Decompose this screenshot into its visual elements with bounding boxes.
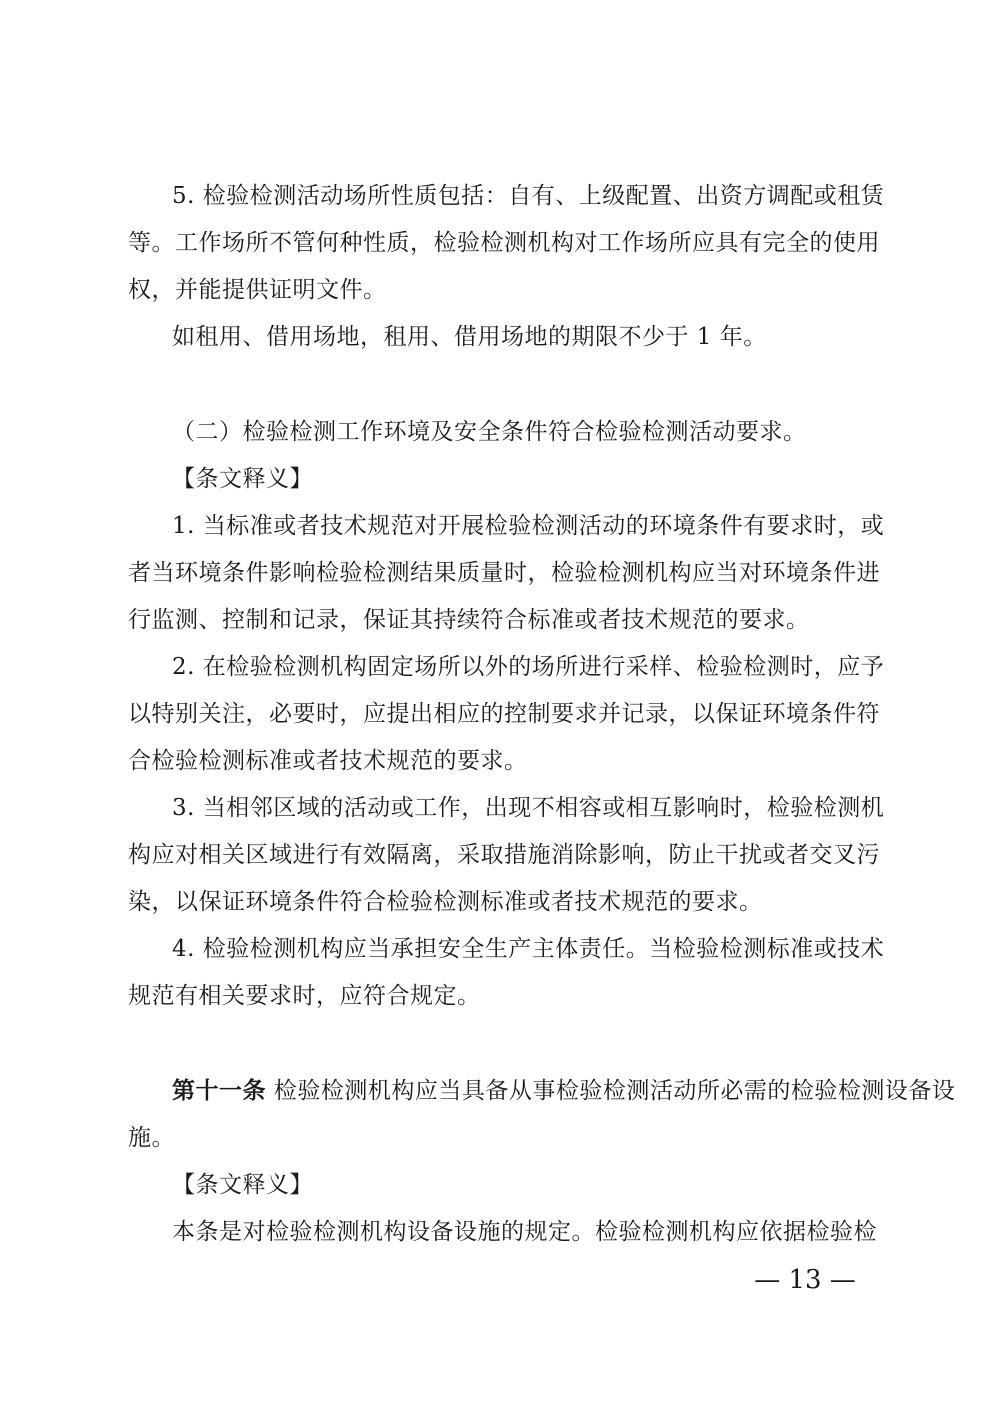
item5-line3: 权，并能提供证明文件。 (128, 277, 387, 303)
s2-item1-line2: 者当环境条件影响检验检测结果质量时，检验检测机构应当对环境条件进 (128, 560, 880, 586)
s2-item3-line2: 构应对相关区域进行有效隔离，采取措施消除影响，防止干扰或者交叉污 (128, 842, 880, 868)
s2-item1-line1: 1. 当标准或者技术规范对开展检验检测活动的环境条件有要求时，或 (172, 513, 885, 539)
article11-line1 (172, 1076, 956, 1106)
s2-item3-line1: 3. 当相邻区域的活动或工作，出现不相容或相互影响时，检验检测机 (172, 795, 885, 821)
s2-item2-line3: 合检验检测标准或者技术规范的要求。 (128, 748, 528, 774)
article11-line1-text: 检验检测机构应当具备从事检验检测活动所必需的检验检测设备设 (273, 1078, 956, 1104)
s2-item4-line2: 规范有相关要求时，应符合规定。 (128, 983, 481, 1009)
article11-line2: 施。 (128, 1125, 175, 1151)
s2-item1-line3: 行监测、控制和记录，保证其持续符合标准或者技术规范的要求。 (128, 607, 810, 633)
s2-item3-line3: 染，以保证环境条件符合检验检测标准或者技术规范的要求。 (128, 889, 763, 915)
lease-note: 如租用、借用场地，租用、借用场地的期限不少于 1 年。 (172, 324, 767, 350)
interpretation-label: 【条文释义】 (172, 466, 313, 492)
article11-explain-line1: 本条是对检验检测机构设备设施的规定。检验检测机构应依据检验检 (172, 1219, 877, 1245)
interpretation-label-2: 【条文释义】 (172, 1172, 313, 1198)
s2-item2-line1: 2. 在检验检测机构固定场所以外的场所进行采样、检验检测时，应予 (172, 654, 885, 680)
s2-item4-line1: 4. 检验检测机构应当承担安全生产主体责任。当检验检测标准或技术 (172, 936, 885, 962)
item5-line2: 等。工作场所不管何种性质，检验检测机构对工作场所应具有完全的使用 (128, 230, 880, 256)
section2-heading: （二）检验检测工作环境及安全条件符合检验检测活动要求。 (172, 419, 807, 445)
page-number: — 13 — (754, 1265, 856, 1295)
item5-line1: 5. 检验检测活动场所性质包括：自有、上级配置、出资方调配或租赁 (172, 183, 885, 209)
s2-item2-line2: 以特别关注，必要时，应提出相应的控制要求并记录，以保证环境条件符 (128, 701, 880, 727)
article11-label: 第十一条 (172, 1077, 266, 1104)
